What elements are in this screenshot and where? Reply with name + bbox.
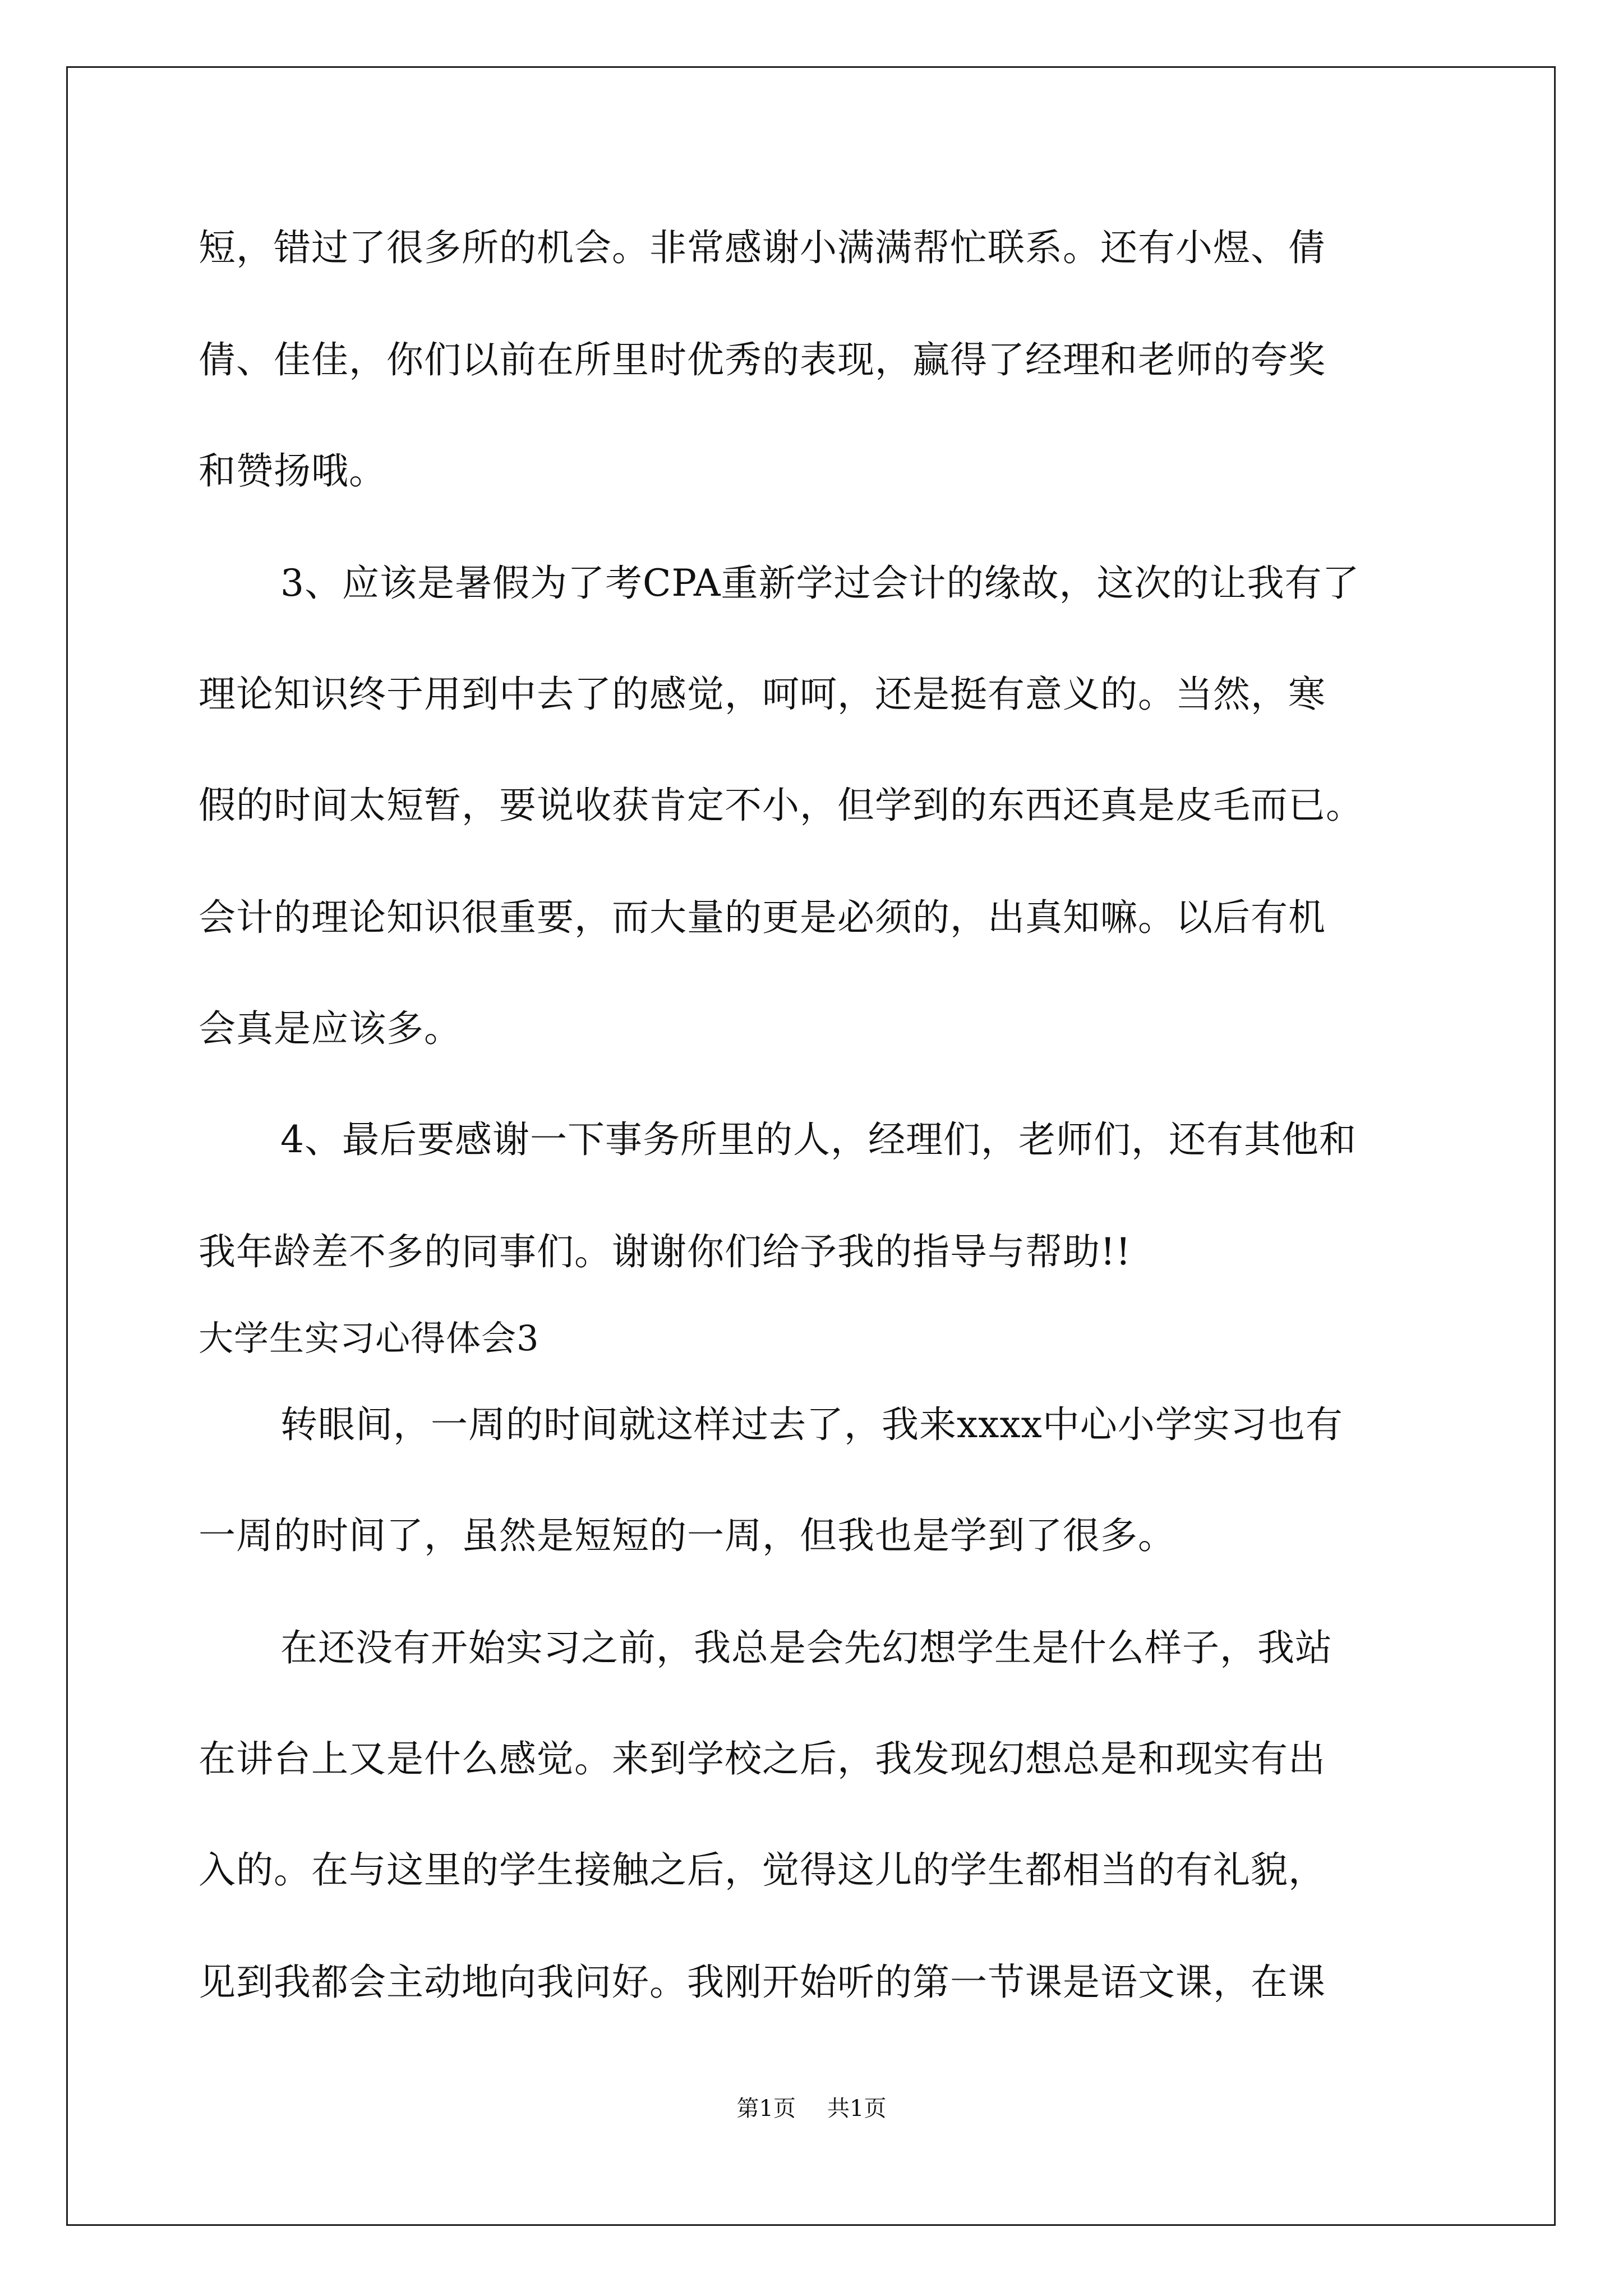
text-line: 我年龄差不多的同事们。谢谢你们给予我的指导与帮助!!: [199, 1230, 1132, 1273]
text-line: 转眼间，一周的时间就这样过去了，我来xxxx中心小学实习也有: [280, 1403, 1343, 1446]
text-line: 3、应该是暑假为了考CPA重新学过会计的缘故，这次的让我有了: [280, 562, 1360, 605]
text-line: 入的。在与这里的学生接触之后，觉得这儿的学生都相当的有礼貌，: [199, 1848, 1326, 1892]
page-number: 第1页: [736, 2096, 796, 2122]
text-line: 在讲台上又是什么感觉。来到学校之后，我发现幻想总是和现实有出: [199, 1737, 1326, 1780]
section-heading: 大学生实习心得体会3: [199, 1318, 540, 1359]
text-line: 和赞扬哦。: [199, 449, 386, 493]
text-line: 在还没有开始实习之前，我总是会先幻想学生是什么样子，我站: [280, 1626, 1332, 1669]
text-line: 见到我都会主动地向我问好。我刚开始听的第一节课是语文课，在课: [199, 1961, 1326, 2004]
page-footer: [0, 2095, 1623, 2123]
text-line: 会计的理论知识很重要，而大量的更是必须的，出真知嘛。以后有机: [199, 896, 1326, 939]
text-line: 理论知识终于用到中去了的感觉，呵呵，还是挺有意义的。当然，寒: [199, 673, 1326, 716]
text-line: 倩、佳佳，你们以前在所里时优秀的表现，赢得了经理和老师的夸奖: [199, 338, 1326, 381]
text-line: 4、最后要感谢一下事务所里的人，经理们，老师们，还有其他和: [280, 1118, 1357, 1161]
text-line: 会真是应该多。: [199, 1007, 462, 1050]
text-line: 假的时间太短暂，要说收获肯定不小，但学到的东西还真是皮毛而已。: [199, 784, 1363, 827]
text-line: 一周的时间了，虽然是短短的一周，但我也是学到了很多。: [199, 1514, 1175, 1557]
text-line: 短，错过了很多所的机会。非常感谢小满满帮忙联系。还有小煜、倩: [199, 226, 1326, 269]
page-total: 共1页: [827, 2096, 887, 2122]
